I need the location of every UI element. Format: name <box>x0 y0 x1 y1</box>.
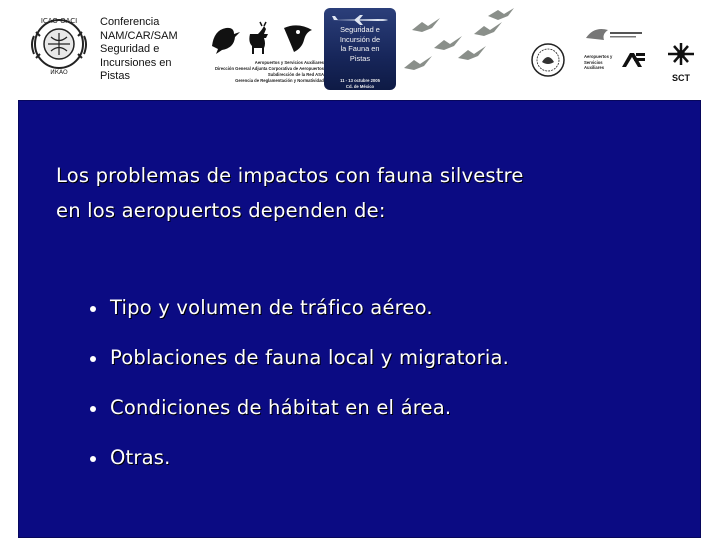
poster-date-line: Cd. de México <box>345 84 375 89</box>
asa-eagle-logo-icon <box>584 24 644 44</box>
wildlife-silhouettes <box>208 20 318 56</box>
bullet-dot-icon <box>90 406 96 412</box>
conference-title-line: Seguridad e <box>100 43 160 55</box>
bullet-text: Poblaciones de fauna local y migratoria. <box>110 346 510 369</box>
sct-airplane-icon <box>664 40 698 68</box>
svg-text:ICAO·OACI: ICAO·OACI <box>40 17 78 25</box>
slide-content-panel <box>18 100 701 538</box>
svg-text:ИКАО: ИКАО <box>50 69 68 76</box>
conference-title-line: NAM/CAR/SAM <box>100 29 178 42</box>
slide-intro <box>56 158 676 228</box>
sct-logo <box>664 40 698 83</box>
deer-silhouette-icon <box>249 22 268 54</box>
conference-poster <box>324 8 396 90</box>
poster-title-line: Pistas <box>349 53 371 63</box>
bullet-item <box>90 396 690 446</box>
sct-label: SCT <box>672 73 690 83</box>
poster-date-line: 11 - 13 octubre 2005 <box>340 78 380 83</box>
bullet-text: Condiciones de hábitat en el área. <box>110 396 452 419</box>
poster-date <box>328 78 392 90</box>
bullet-list <box>90 296 690 496</box>
bird-silhouette-icon <box>212 28 240 54</box>
asa-text-line: Servicios <box>584 59 603 65</box>
bullet-item <box>90 346 690 396</box>
asa-text-line: Aeropuertos y <box>584 54 613 59</box>
eagle-silhouette-icon <box>284 25 312 52</box>
poster-title-line: Seguridad e <box>340 25 380 34</box>
bullet-dot-icon <box>90 306 96 312</box>
intro-line: Los problemas de impactos con fauna silvestre <box>56 164 524 187</box>
sponsor-text <box>196 60 324 84</box>
sponsor-line: Dirección General Adjunta Corporativa de Aeropuertos <box>214 66 324 71</box>
header-banner <box>0 0 720 98</box>
conference-title-line: Incursiones en <box>100 56 172 69</box>
flying-birds-icon <box>398 8 518 83</box>
bullet-dot-icon <box>90 456 96 462</box>
conference-title-line: Pistas <box>100 70 130 82</box>
bullet-item <box>90 446 690 496</box>
asa-mark-icon <box>620 52 646 68</box>
bullet-dot-icon <box>90 356 96 362</box>
poster-title-line: la Fauna en <box>340 44 380 53</box>
asa-text-line: Auxiliares <box>584 65 605 70</box>
sponsor-line: Subdirección de la Red ASA <box>267 72 324 77</box>
bullet-text: Otras. <box>110 446 171 469</box>
seal-icon <box>530 42 566 78</box>
panel-right-margin <box>701 100 720 540</box>
bullet-item <box>90 296 690 346</box>
bullet-text: Tipo y volumen de tráfico aéreo. <box>110 296 433 319</box>
poster-title-line: Incursión de <box>339 34 381 44</box>
conference-title-line: Conferencia <box>100 16 160 28</box>
icao-emblem-icon <box>26 14 92 76</box>
sponsor-line: Aeropuertos y Servicios Auxiliares <box>254 60 324 65</box>
intro-line: en los aeropuertos dependen de: <box>56 199 386 222</box>
sponsor-line: Gerencia de Reglamentación y Normatividad <box>235 78 324 83</box>
conference-title <box>100 16 192 84</box>
poster-title <box>328 25 392 63</box>
